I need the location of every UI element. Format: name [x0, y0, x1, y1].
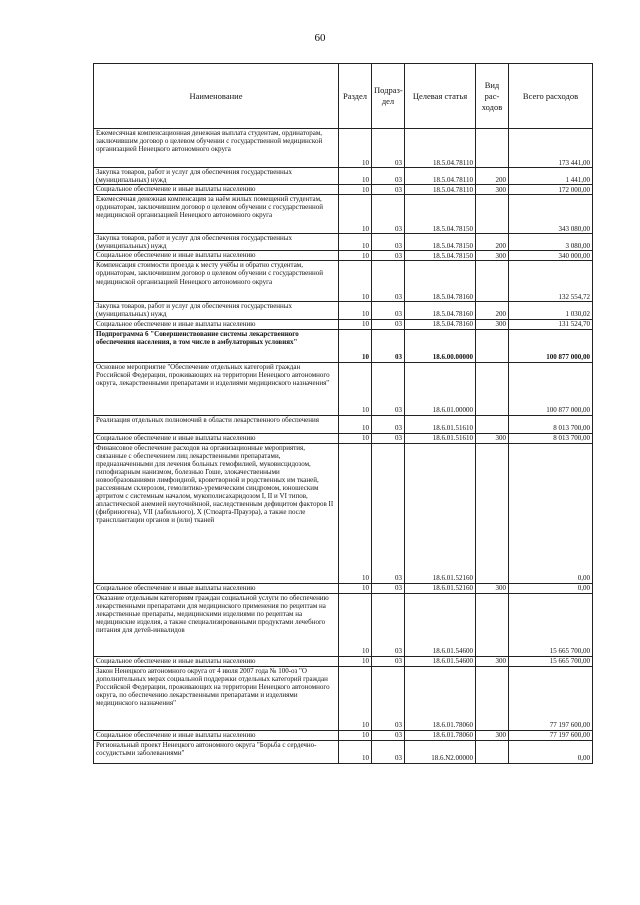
row-target: 18.6.01.51610: [405, 433, 476, 443]
table-row: [94, 319, 593, 329]
table-row: [94, 433, 593, 443]
row-total: 1 030,02: [509, 302, 593, 319]
row-total: 132 554,72: [509, 261, 593, 302]
header-target: Целевая статья: [405, 64, 476, 129]
row-subsection: 03: [372, 302, 405, 319]
row-subsection: 03: [372, 251, 405, 261]
row-total: 77 197 600,00: [509, 730, 593, 740]
row-section: 10: [339, 251, 372, 261]
row-type: [476, 666, 509, 730]
row-type: [476, 329, 509, 362]
row-section: 10: [339, 730, 372, 740]
row-type: 300: [476, 185, 509, 195]
row-name: Компенсация стоимости проезда к месту учёбы и обратно студентам, ординаторам, заключившим договор о целевом обучении с государственной медицинской организацией Ненецкого автономного округа: [94, 261, 339, 302]
row-type: [476, 443, 509, 583]
table-row: [94, 261, 593, 302]
row-target: 18.5.04.78110: [405, 168, 476, 185]
row-type: 300: [476, 656, 509, 666]
row-total: 15 665 700,00: [509, 593, 593, 656]
row-section: 10: [339, 433, 372, 443]
row-type: 200: [476, 302, 509, 319]
row-target: 18.6.01.54600: [405, 593, 476, 656]
row-subsection: 03: [372, 593, 405, 656]
row-target: 18.5.04.78110: [405, 129, 476, 168]
row-name: Закон Ненецкого автономного округа от 4 июля 2007 года № 100-оз "О дополнительных мерах социальной поддержки отдельных категорий граждан Российской Федерации, проживающих на территории Ненецкого автономного округа, по обеспечению лекарственными препаратами и изделиями медицинского назначения": [94, 666, 339, 730]
row-total: 15 665 700,00: [509, 656, 593, 666]
row-total: 3 080,00: [509, 234, 593, 251]
table-row: [94, 583, 593, 593]
row-subsection: 03: [372, 666, 405, 730]
row-subsection: 03: [372, 261, 405, 302]
page-number: 60: [314, 32, 326, 44]
row-type: [476, 593, 509, 656]
row-type: [476, 195, 509, 234]
row-type: 300: [476, 319, 509, 329]
row-target: 18.6.00.00000: [405, 329, 476, 362]
row-name: Реализация отдельных полномочий в области лекарственного обеспечения: [94, 415, 339, 433]
table-row: [94, 234, 593, 251]
row-section: 10: [339, 443, 372, 583]
row-target: 18.6.01.52160: [405, 583, 476, 593]
row-section: 10: [339, 129, 372, 168]
table-row: [94, 195, 593, 234]
row-section: 10: [339, 185, 372, 195]
row-subsection: 03: [372, 234, 405, 251]
row-section: 10: [339, 302, 372, 319]
row-target: 18.5.04.78160: [405, 302, 476, 319]
row-type: 300: [476, 583, 509, 593]
row-total: 0,00: [509, 583, 593, 593]
row-total: 131 524,70: [509, 319, 593, 329]
table-row: [94, 251, 593, 261]
row-name: Основное мероприятие "Обеспечение отдельных категорий граждан Российской Федерации, проживающих на территории Ненецкого автономного округа, лекарственными препаратами и изделиями медицинского назначения": [94, 362, 339, 415]
row-name: Подпрограмма 6 "Совершенствование системы лекарственного обеспечения населения, в том числе в амбулаторных условиях": [94, 329, 339, 362]
row-name: Ежемесячная денежная компенсация за наём жилых помещений студентам, ординаторам, заключившим договор о целевом обучении с государственной медицинской организацией Ненецкого автономного округа: [94, 195, 339, 234]
table-body: [94, 129, 593, 764]
table-row: [94, 656, 593, 666]
row-subsection: 03: [372, 730, 405, 740]
row-section: 10: [339, 261, 372, 302]
row-type: [476, 415, 509, 433]
table-row: [94, 593, 593, 656]
row-subsection: 03: [372, 740, 405, 763]
row-total: 173 441,00: [509, 129, 593, 168]
row-subsection: 03: [372, 583, 405, 593]
header-section: Раздел: [339, 64, 372, 129]
row-target: 18.6.01.00000: [405, 362, 476, 415]
row-type: 200: [476, 168, 509, 185]
row-target: 18.5.04.78110: [405, 185, 476, 195]
row-total: 100 877 000,00: [509, 362, 593, 415]
row-subsection: 03: [372, 433, 405, 443]
row-type: [476, 362, 509, 415]
row-type: [476, 129, 509, 168]
row-section: 10: [339, 329, 372, 362]
row-target: 18.6.01.78060: [405, 666, 476, 730]
table-row: [94, 302, 593, 319]
row-name: Социальное обеспечение и иные выплаты населению: [94, 185, 339, 195]
row-target: 18.5.04.78150: [405, 234, 476, 251]
row-target: 18.5.04.78150: [405, 195, 476, 234]
row-name: Закупка товаров, работ и услуг для обеспечения государственных (муниципальных) нужд: [94, 168, 339, 185]
row-section: 10: [339, 168, 372, 185]
row-total: 1 441,00: [509, 168, 593, 185]
row-target: 18.5.04.78160: [405, 319, 476, 329]
row-subsection: 03: [372, 129, 405, 168]
row-section: 10: [339, 656, 372, 666]
row-section: 10: [339, 666, 372, 730]
row-type: 300: [476, 433, 509, 443]
row-total: 343 080,00: [509, 195, 593, 234]
row-subsection: 03: [372, 185, 405, 195]
row-subsection: 03: [372, 362, 405, 415]
table-row: [94, 740, 593, 763]
header-subsection: Подраз-дел: [372, 64, 405, 129]
row-type: 300: [476, 730, 509, 740]
row-target: 18.6.01.54600: [405, 656, 476, 666]
row-total: 77 197 600,00: [509, 666, 593, 730]
table-row: [94, 730, 593, 740]
table-header-row: [94, 64, 593, 129]
row-section: 10: [339, 740, 372, 763]
row-target: 18.6.N2.00000: [405, 740, 476, 763]
row-target: 18.5.04.78160: [405, 261, 476, 302]
row-subsection: 03: [372, 195, 405, 234]
row-type: [476, 261, 509, 302]
row-target: 18.6.01.51610: [405, 415, 476, 433]
row-subsection: 03: [372, 168, 405, 185]
row-subsection: 03: [372, 443, 405, 583]
table-row: [94, 329, 593, 362]
row-section: 10: [339, 593, 372, 656]
row-total: 0,00: [509, 443, 593, 583]
table-row: [94, 362, 593, 415]
row-name: Региональный проект Ненецкого автономного округа "Борьба с сердечно-сосудистыми заболеваниями": [94, 740, 339, 763]
header-name: Наименование: [94, 64, 339, 129]
row-name: Социальное обеспечение и иные выплаты населению: [94, 433, 339, 443]
row-section: 10: [339, 583, 372, 593]
row-type: 300: [476, 251, 509, 261]
row-target: 18.6.01.78060: [405, 730, 476, 740]
row-total: 340 000,00: [509, 251, 593, 261]
row-name: Социальное обеспечение и иные выплаты населению: [94, 583, 339, 593]
table-row: [94, 666, 593, 730]
row-subsection: 03: [372, 319, 405, 329]
row-total: 8 013 700,00: [509, 433, 593, 443]
row-target: 18.6.01.52160: [405, 443, 476, 583]
row-total: 100 877 000,00: [509, 329, 593, 362]
row-section: 10: [339, 319, 372, 329]
row-type: [476, 740, 509, 763]
table-row: [94, 443, 593, 583]
header-type: Вид рас-ходов: [476, 64, 509, 129]
row-name: Социальное обеспечение и иные выплаты населению: [94, 656, 339, 666]
row-section: 10: [339, 362, 372, 415]
header-total: Всего расходов: [509, 64, 593, 129]
table-row: [94, 415, 593, 433]
row-section: 10: [339, 234, 372, 251]
row-name: Социальное обеспечение и иные выплаты населению: [94, 319, 339, 329]
row-subsection: 03: [372, 656, 405, 666]
table-row: [94, 168, 593, 185]
row-subsection: 03: [372, 329, 405, 362]
table-row: [94, 185, 593, 195]
row-name: Финансовое обеспечение расходов на организационные мероприятия, связанные с обеспечением лиц лекарственными препаратами, предназначенными для лечения больных гемофилией, муковисцидозом, гипофизарным нанизмом, болезнью Гоше, злокачественными новообразованиями лимфоидной, кроветворной и родственных им тканей, рассеянным склерозом, гемолитико-уремическим синдромом, юношеским артритом с системным началом, мукополисахаридозом I, II и VI типов, апластической анемией неуточнённой, наследственным дефицитом факторов II (фибриногена), VII (лабильного), X (Стюарта-Прауэра), а также после трансплантации органов и (или) тканей: [94, 443, 339, 583]
row-name: Социальное обеспечение и иные выплаты населению: [94, 730, 339, 740]
row-section: 10: [339, 195, 372, 234]
row-subsection: 03: [372, 415, 405, 433]
budget-table: [93, 63, 593, 764]
row-target: 18.5.04.78150: [405, 251, 476, 261]
row-name: Закупка товаров, работ и услуг для обеспечения государственных (муниципальных) нужд: [94, 234, 339, 251]
row-type: 200: [476, 234, 509, 251]
row-name: Социальное обеспечение и иные выплаты населению: [94, 251, 339, 261]
row-total: 172 000,00: [509, 185, 593, 195]
row-section: 10: [339, 415, 372, 433]
row-total: 0,00: [509, 740, 593, 763]
row-name: Закупка товаров, работ и услуг для обеспечения государственных (муниципальных) нужд: [94, 302, 339, 319]
row-total: 8 013 700,00: [509, 415, 593, 433]
row-name: Оказание отдельным категориям граждан социальной услуги по обеспечению лекарственными препаратами для медицинского применения по рецептам на лекарственные препараты, медицинскими изделиями по рецептам на медицинские изделия, а также специализированными продуктами лечебного питания для детей-инвалидов: [94, 593, 339, 656]
row-name: Ежемесячная компенсационная денежная выплата студентам, ординаторам, заключившим договор о целевом обучении с государственной медицинской организацией Ненецкого автономного округа: [94, 129, 339, 168]
table-row: [94, 129, 593, 168]
